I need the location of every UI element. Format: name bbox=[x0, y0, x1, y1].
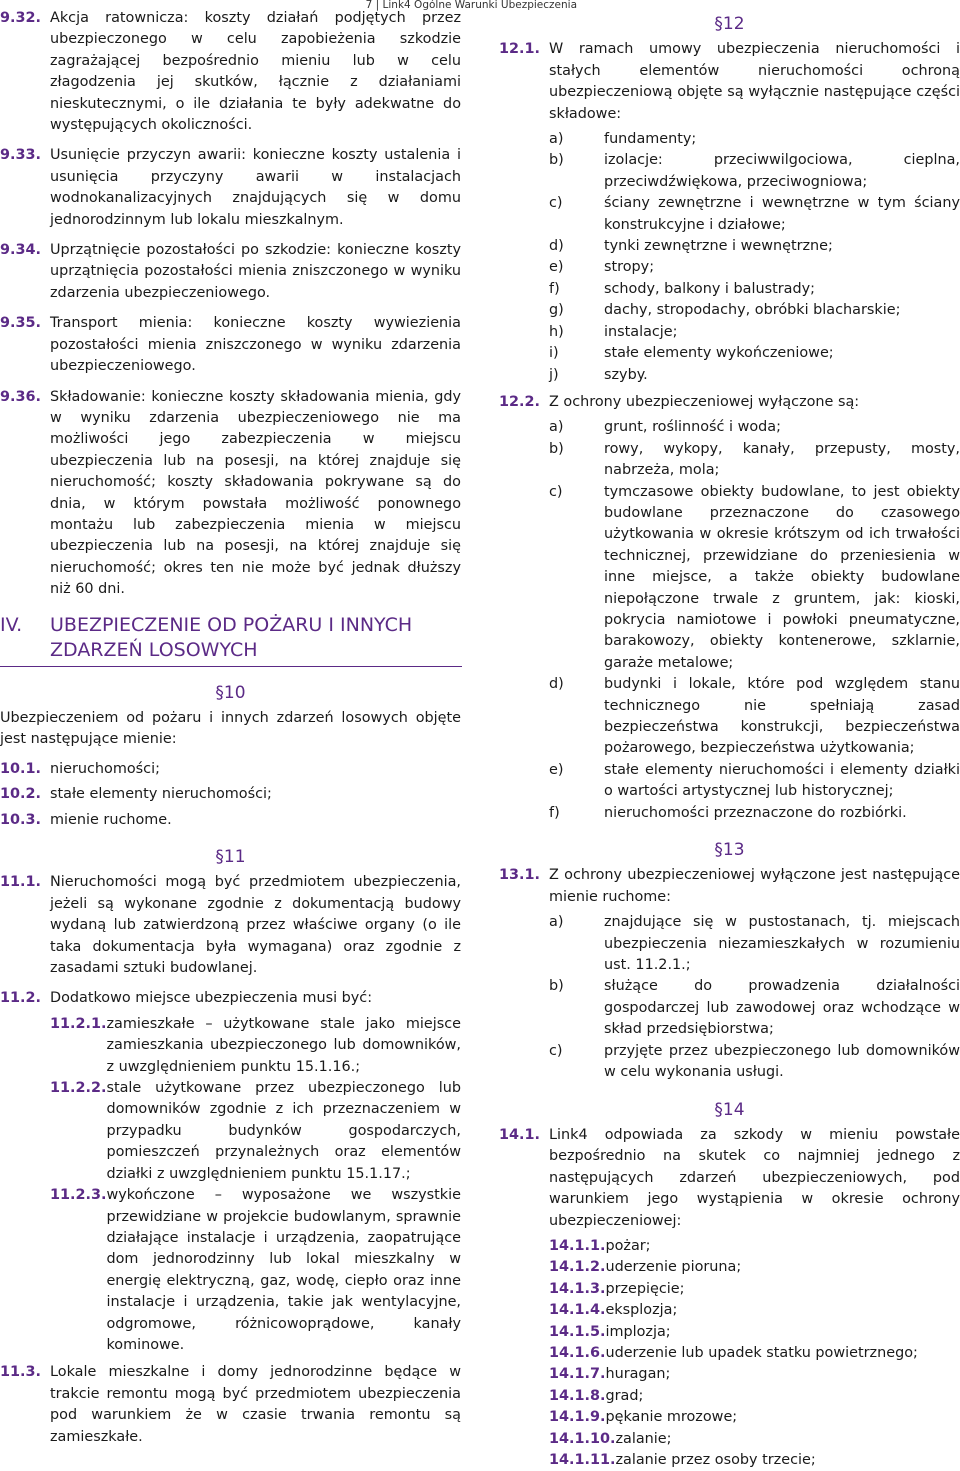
paragraph-10-intro: Ubezpieczeniem od pożaru i innych zdarzeń losowych objęte jest następujące mienie: bbox=[0, 709, 461, 748]
paragraph-13-heading: §13 bbox=[714, 840, 745, 861]
list-item bbox=[549, 129, 960, 150]
list-marker: e) bbox=[549, 761, 564, 778]
list-marker: c) bbox=[549, 483, 563, 500]
list-marker: d) bbox=[549, 238, 564, 255]
clause-number: 14.1.3. bbox=[549, 1280, 606, 1297]
clause-13-1 bbox=[499, 865, 960, 908]
list-marker: h) bbox=[549, 323, 564, 340]
list-item-text: grunt, roślinność i woda; bbox=[604, 419, 781, 436]
clause-number: 9.35. bbox=[0, 315, 41, 332]
list-item bbox=[549, 236, 960, 257]
clause-text: stale użytkowane przez ubezpieczonego lub domowników zgodnie z ich przeznaczeniem w przypadku budynków gospodarczych, pomieszczeń przynależnych oraz elementów działki z uwzględnieniem punktu 15.1.17.; bbox=[106, 1080, 461, 1182]
clause-text: implozja; bbox=[605, 1323, 671, 1340]
clause-number: 14.1.5. bbox=[549, 1323, 606, 1340]
clause-text: pożar; bbox=[605, 1237, 651, 1254]
list-marker: c) bbox=[549, 195, 563, 212]
clause-text: Uprzątnięcie pozostałości po szkodzie: konieczne koszty uprzątnięcia pozostałości mienia zniszczonego w wyniku zdarzenia ubezpieczeniowego. bbox=[50, 242, 461, 301]
list-item bbox=[549, 322, 960, 343]
clause bbox=[0, 784, 461, 805]
paragraph-14-heading: §14 bbox=[714, 1099, 745, 1120]
list-item bbox=[549, 257, 960, 278]
list-item-text: stropy; bbox=[604, 259, 655, 276]
list-marker: f) bbox=[549, 804, 560, 821]
list-item-text: nieruchomości przeznaczone do rozbiórki. bbox=[604, 804, 907, 821]
clause-text: pękanie mrozowe; bbox=[605, 1409, 738, 1426]
list-item bbox=[549, 1041, 960, 1084]
clause-text: uderzenie lub upadek statku powietrznego; bbox=[605, 1344, 918, 1361]
clause-number: 14.1.10. bbox=[549, 1430, 616, 1447]
subclause bbox=[549, 1429, 960, 1450]
list-item bbox=[549, 439, 960, 482]
list-item bbox=[549, 417, 960, 438]
list-item bbox=[549, 300, 960, 321]
clause-number: 11.2. bbox=[0, 990, 41, 1007]
list-item-text: dachy, stropodachy, obróbki blacharskie; bbox=[604, 302, 901, 319]
list-item-text: fundamenty; bbox=[604, 131, 697, 148]
list-item-text: tymczasowe obiekty budowlane, to jest obiekty budowlane przeznaczone do czasowego użytkowania w okresie krótszym od ich trwałości technicznej, przewidziane do przeniesienia w inne miejsce, a także obiekty budowlane niepołączone trwale z gruntem, jak: kioski, pokrycia namiotowe i powłoki pneumatyczne, barakowozy, obiekty kontenerowe, szklarnie, garaże metalowe; bbox=[604, 483, 960, 671]
list-marker: b) bbox=[549, 978, 564, 995]
list-marker: i) bbox=[549, 345, 559, 362]
paragraph-10-heading: §10 bbox=[215, 682, 246, 703]
clause-text: przepięcie; bbox=[605, 1280, 685, 1297]
clause bbox=[0, 387, 461, 601]
list-item bbox=[549, 976, 960, 1040]
section-heading: UBEZPIECZENIE OD POŻARU I INNYCH ZDARZEŃ LOSOWYCH bbox=[50, 613, 413, 661]
list-marker: f) bbox=[549, 280, 560, 297]
clause-number: 14.1. bbox=[499, 1126, 540, 1143]
clause-text: wykończone – wyposażone we wszystkie przewidziane w projekcie budowlanym, sprawnie działające instalacje i urządzenia, zaopatrujące dom jednorodzinny lub lokal mieszkalny w energię elektryczną, gaz, wodę, ciepło oraz inne instalacje i urządzenia, takie jak wentylacyjne, odgromowe, różnicowoprądowe, kanały kominowe. bbox=[106, 1187, 461, 1353]
list-marker: b) bbox=[549, 440, 564, 457]
list-item-text: znajdujące się w pustostanach, tj. miejscach ubezpieczenia niezamieszkałych w rozumieniu ust. 11.2.1.; bbox=[604, 914, 960, 974]
clause-number: 11.2.3. bbox=[50, 1187, 107, 1204]
clause-text: Nieruchomości mogą być przedmiotem ubezpieczenia, jeżeli są wykonane zgodnie z dokumentacją budowy wydaną lub zatwierdzoną przez właściwe organy (o ile taka dokumentacja była wymagana) oraz zgodnie z zasadami sztuki budowlanej. bbox=[50, 874, 461, 977]
clause-11-1 bbox=[0, 872, 461, 979]
right-column bbox=[499, 6, 960, 1471]
section-number: IV. bbox=[0, 613, 23, 636]
paragraph-12-heading: §12 bbox=[714, 14, 745, 34]
clause-number: 14.1.1. bbox=[549, 1237, 606, 1254]
subclause bbox=[549, 1343, 960, 1364]
clause-text: Z ochrony ubezpieczeniowej wyłączone są: bbox=[549, 393, 860, 410]
clause-number: 13.1. bbox=[499, 867, 540, 884]
list-marker: g) bbox=[549, 302, 564, 319]
clause-number: 11.2.1. bbox=[50, 1015, 107, 1032]
list-item-text: instalacje; bbox=[604, 323, 678, 340]
list-item-text: tynki zewnętrzne i wewnętrzne; bbox=[604, 238, 833, 255]
clause-number: 10.3. bbox=[0, 811, 41, 828]
list-item bbox=[549, 279, 960, 300]
list-item-text: przyjęte przez ubezpieczonego lub domowników w celu wykonania usługi. bbox=[604, 1042, 960, 1081]
list-item bbox=[549, 150, 960, 193]
section-title bbox=[0, 613, 462, 667]
list-item-text: ściany zewnętrzne i wewnętrzne w tym ściany konstrukcyjne i działowe; bbox=[604, 195, 960, 233]
subclause bbox=[549, 1407, 960, 1428]
list-item bbox=[549, 760, 960, 803]
clause-text: mienie ruchome. bbox=[50, 811, 172, 828]
clause-text: eksplozja; bbox=[605, 1302, 678, 1319]
list-item bbox=[549, 674, 960, 760]
clause-number: 14.1.9. bbox=[549, 1409, 606, 1426]
clause-number: 9.32. bbox=[0, 10, 41, 26]
left-column bbox=[0, 8, 461, 1457]
subclause bbox=[549, 1236, 960, 1257]
clause-number: 9.36. bbox=[0, 388, 41, 405]
page-header: 7 | Link4 Ogólne Warunki Ubezpieczenia bbox=[365, 0, 577, 11]
clause-number: 10.2. bbox=[0, 786, 41, 803]
clause-text: Z ochrony ubezpieczeniowej wyłączone jest następujące mienie ruchome: bbox=[549, 867, 960, 905]
clause-number: 14.1.4. bbox=[549, 1302, 606, 1319]
clause-text: uderzenie pioruna; bbox=[605, 1259, 742, 1276]
clause bbox=[0, 313, 461, 377]
list-marker: a) bbox=[549, 419, 564, 436]
list-item-text: szyby. bbox=[604, 366, 648, 383]
list-item bbox=[549, 803, 960, 824]
clause-11-2 bbox=[0, 988, 461, 1009]
clause-number: 12.1. bbox=[499, 41, 540, 58]
list-item bbox=[549, 343, 960, 364]
list-item bbox=[549, 912, 960, 976]
clause-text: Transport mienia: konieczne koszty wywiezienia pozostałości mienia zniszczonego w wyniku zdarzenia ubezpieczeniowego. bbox=[50, 315, 461, 375]
clause-number: 12.2. bbox=[499, 393, 540, 410]
clause-text: Akcja ratownicza: koszty działań podjętych przez ubezpieczonego w celu zapobieżenia szkodzie zagrażającej bezpośrednio mieniu lub w celu złagodzenia jej skutków, łącznie z działaniami nieskutecznymi, o ile działania te były adekwatne do występujących okoliczności. bbox=[50, 10, 461, 134]
clause bbox=[0, 145, 461, 231]
clause bbox=[0, 240, 461, 304]
clause-text: Usunięcie przyczyn awarii: konieczne koszty ustalenia i usunięcia przyczyny awarii w instalacjach wodnokanalizacyjnych znajdujących się w domu jednorodzinnym lub lokalu mieszkalnym. bbox=[50, 147, 461, 228]
subclause bbox=[549, 1257, 960, 1278]
clause bbox=[0, 8, 461, 136]
clause-text: zamieszkałe – użytkowane stale jako miejsce zamieszkania ubezpieczonego lub domowników, z uwzględnieniem punktu 15.1.16.; bbox=[106, 1015, 461, 1075]
list-marker: j) bbox=[549, 366, 559, 383]
list-item bbox=[549, 482, 960, 675]
list-item-text: budynki i lokale, które pod względem stanu technicznego nie spełniają zasad bezpieczeństwa konstrukcji, bezpieczeństwa pożarowego, bezpieczeństwa użytkowania; bbox=[604, 676, 960, 757]
clause bbox=[0, 810, 461, 831]
list-marker: d) bbox=[549, 676, 564, 693]
clause-number: 11.2.2. bbox=[50, 1080, 107, 1097]
list-marker: a) bbox=[549, 914, 564, 931]
clause-number: 14.1.8. bbox=[549, 1387, 606, 1404]
clause-number: 11.3. bbox=[0, 1364, 41, 1381]
clause-number: 9.33. bbox=[0, 147, 41, 164]
clause-number: 11.1. bbox=[0, 874, 41, 891]
subclause bbox=[50, 1185, 461, 1356]
clause-text: nieruchomości; bbox=[50, 760, 160, 777]
list-item-text: schody, balkony i balustrady; bbox=[604, 280, 815, 297]
clause-text: stałe elementy nieruchomości; bbox=[50, 786, 272, 803]
paragraph-11-heading: §11 bbox=[215, 847, 246, 867]
clause-14-1 bbox=[499, 1125, 960, 1232]
list-item-text: izolacje: przeciwwilgociowa, cieplna, przeciwdźwiękowa, przeciwogniowa; bbox=[604, 152, 960, 190]
list-item-text: stałe elementy nieruchomości i elementy działki o wartości artystycznej lub historycznej; bbox=[604, 761, 960, 800]
list-item-text: stałe elementy wykończeniowe; bbox=[604, 345, 834, 362]
list-marker: e) bbox=[549, 259, 564, 276]
clause-number: 10.1. bbox=[0, 760, 41, 777]
list-marker: c) bbox=[549, 1042, 563, 1059]
subclause bbox=[549, 1300, 960, 1321]
clause-text: Lokale mieszkalne i domy jednorodzinne będące w trakcie remontu mogą być przedmiotem ubezpieczenia pod warunkiem że w czasie trwania remontu są zamieszkałe. bbox=[50, 1364, 461, 1445]
clause-number: 14.1.2. bbox=[549, 1259, 606, 1276]
list-item-text: rowy, wykopy, kanały, przepusty, mosty, nabrzeża, mola; bbox=[604, 440, 960, 479]
clause-text: zalanie przez osoby trzecie; bbox=[615, 1452, 816, 1468]
list-item bbox=[549, 193, 960, 236]
clause-number: 9.34. bbox=[0, 242, 41, 259]
list-marker: a) bbox=[549, 131, 564, 148]
clause-text: Składowanie: konieczne koszty składowania mienia, gdy w wyniku zdarzenia ubezpieczeniowego nie ma możliwości jego zabezpieczenia w miejscu ubezpieczenia lub na posesji, na której znajduje się nieruchomość; koszty składowania pokrywane są do dnia, w którym powstała możliwość ponownego montażu lub zabezpieczenia mienia w miejscu ubezpieczenia lub na posesji, na której znajduje się nieruchomość; okres ten nie może być jednak dłuższy niż 60 dni. bbox=[50, 388, 461, 598]
clause-text: W ramach umowy ubezpieczenia nieruchomości i stałych elementów nieruchomości ochroną ubezpieczeniową objęte są wyłącznie następujące części składowe: bbox=[549, 41, 960, 122]
subclause bbox=[50, 1014, 461, 1078]
clause-text: huragan; bbox=[605, 1366, 671, 1383]
list-item bbox=[549, 365, 960, 386]
clause-text: Dodatkowo miejsce ubezpieczenia musi być: bbox=[50, 990, 373, 1007]
subclause bbox=[549, 1279, 960, 1300]
clause-text: grad; bbox=[605, 1387, 644, 1404]
clause-number: 14.1.11. bbox=[549, 1452, 616, 1468]
clause bbox=[0, 759, 461, 780]
subclause bbox=[549, 1364, 960, 1385]
subclause bbox=[50, 1078, 461, 1185]
list-marker: b) bbox=[549, 152, 564, 169]
clause-12-1 bbox=[499, 39, 960, 125]
clause-number: 14.1.7. bbox=[549, 1366, 606, 1383]
clause-number: 14.1.6. bbox=[549, 1344, 606, 1361]
subclause bbox=[549, 1322, 960, 1343]
subclause bbox=[549, 1450, 960, 1471]
clause-12-2 bbox=[499, 392, 960, 413]
clause-text: Link4 odpowiada za szkody w mieniu powstałe bezpośrednio na skutek co najmniej jednego z następujących zdarzeń ubezpieczeniowych, pod warunkiem jego wystąpienia w okresie ochrony ubezpieczeniowej: bbox=[549, 1126, 960, 1229]
clause-11-3 bbox=[0, 1362, 461, 1448]
clause-text: zalanie; bbox=[615, 1430, 672, 1447]
list-item-text: służące do prowadzenia działalności gospodarczej lub zawodowej oraz wchodzące w skład przedsiębiorstwa; bbox=[604, 978, 960, 1038]
